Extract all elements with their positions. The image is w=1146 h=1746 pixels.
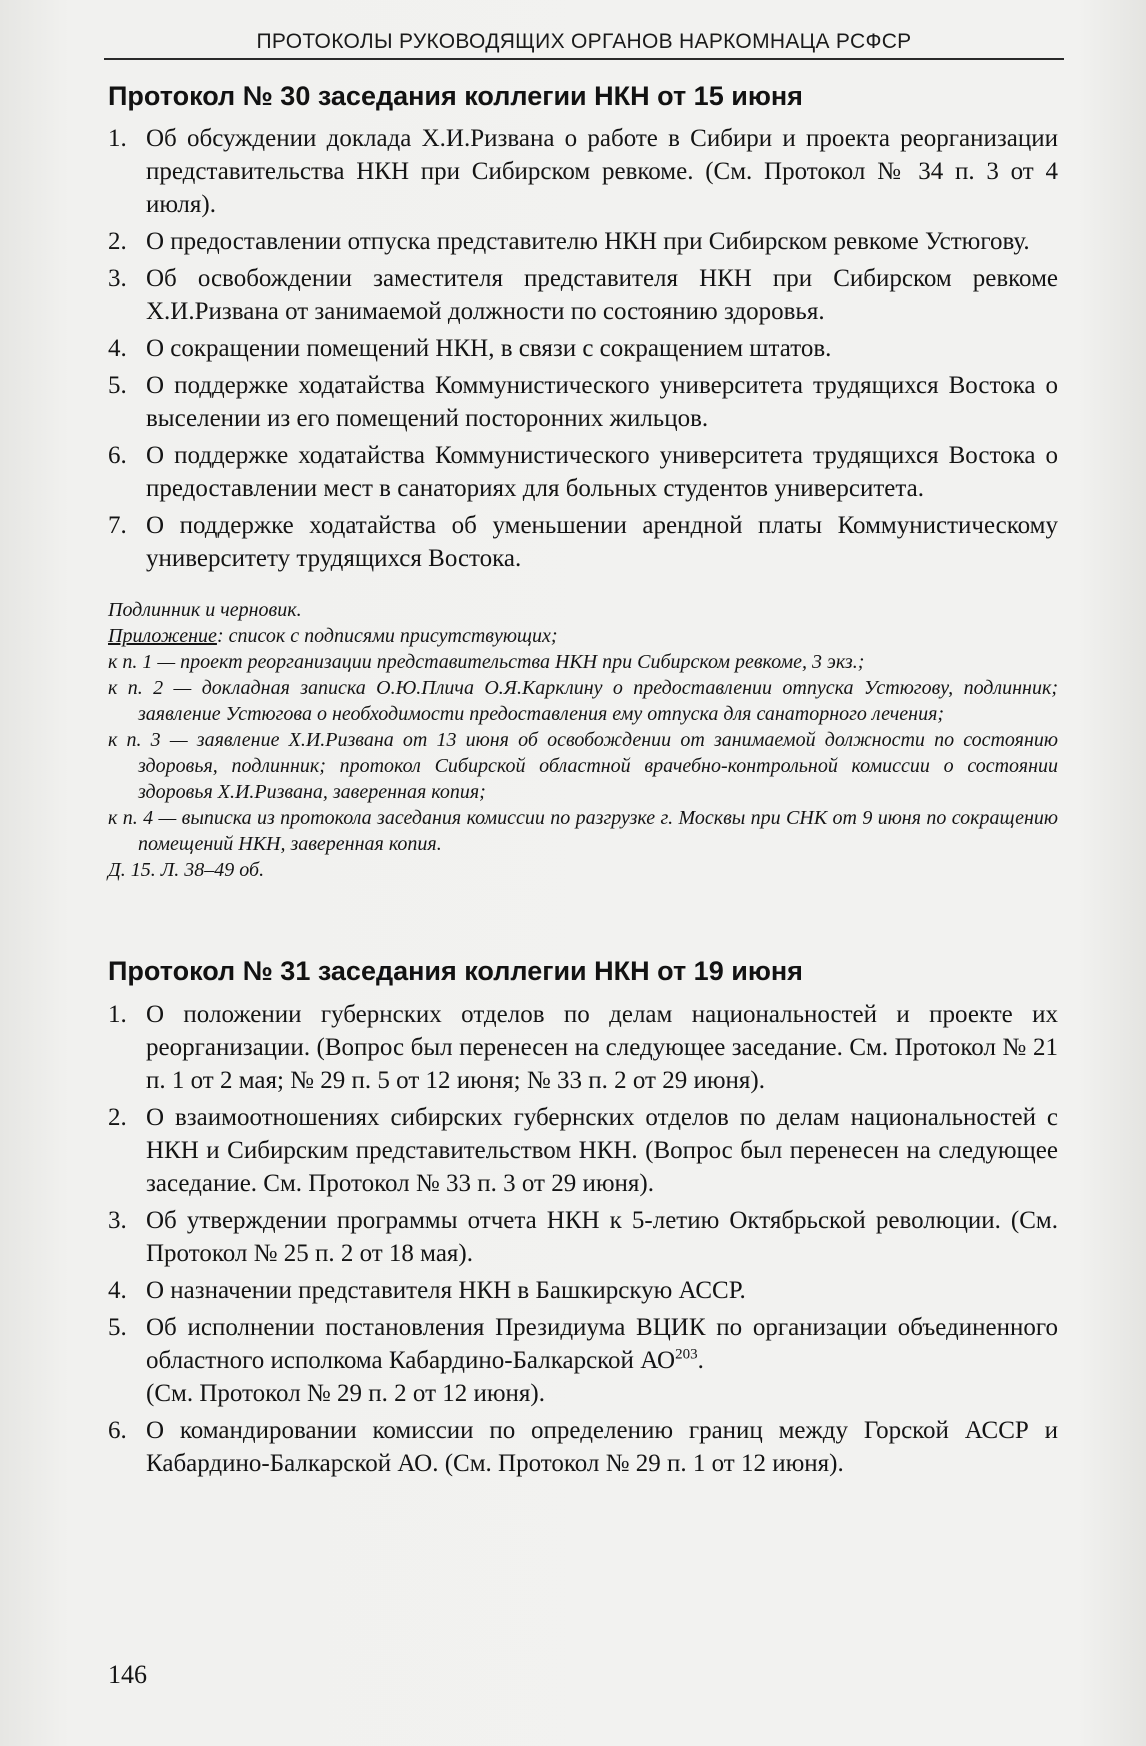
agenda-item: 1. Об обсуждении доклада Х.И.Ризвана о работе в Сибири и проекта реорганизации представительства НКН при Сибирском ревкоме. (См. Протокол № 34 п. 3 от 4 июля).	[108, 125, 1058, 219]
agenda-item: 2. О взаимоотношениях сибирских губернских отделов по делам национальностей с НКН и Сибирским представительством НКН. (Вопрос был перенесен на следующее заседание. См. Протокол № 33 п. 3 от 29 июня).	[108, 1103, 1058, 1197]
agenda-item: 3. Об освобождении заместителя представителя НКН при Сибирском ревкоме Х.И.Ризвана от занимаемой должности по состоянию здоровья.	[108, 265, 1058, 326]
footnote-marker: 203	[675, 1346, 698, 1363]
agenda-item: 6. О поддержке ходатайства Коммунистического университета трудящихся Востока о предоставлении мест в санаториях для больных студентов университета.	[108, 442, 1058, 503]
protocol-30-agenda	[108, 122, 1058, 575]
appendix-ref: к п. 3 — заявление Х.И.Ризвана от 13 июня об освобождении от занимаемой должности по состоянию здоровья, подлинник; протокол Сибирской областной врачебно-контрольной комиссии о состоянии здоровья Х.И.Ризвана, заверенная копия;	[108, 729, 1058, 804]
appendix-text: : список с подписями присутствующих;	[216, 625, 558, 648]
agenda-item: 3. Об утверждении программы отчета НКН к 5-летию Октябрьской революции. (См. Протокол № 25 п. 2 от 18 мая).	[108, 1206, 1058, 1267]
appendix-ref: к п. 2 — докладная записка О.Ю.Плича О.Я.Карклину о предоставлении отпуска Устюгову, подлинник; заявление Устюгова о необходимости предоставления ему отпуска для санаторного лечения;	[108, 677, 1058, 726]
header-rule	[104, 58, 1064, 60]
archive-reference: Д. 15. Л. 38–49 об.	[108, 859, 265, 882]
agenda-item: 1. О положении губернских отделов по делам национальностей и проекте их реорганизации. (Вопрос был перенесен на следующее заседание. См. Протокол № 21 п. 1 от 2 мая; № 29 п. 5 от 12 июня; № 33 п. 2 от 29 июня).	[108, 1000, 1058, 1094]
agenda-item: 7. О поддержке ходатайства об уменьшении арендной платы Коммунистическому университету трудящихся Востока.	[108, 512, 1058, 573]
agenda-item: 5. Об исполнении постановления Президиума ВЦИК по организации объединенного областного исполкома Кабардино-Балкарской АО$^{203}$.	[108, 1313, 1058, 1374]
agenda-item: 4. О сокращении помещений НКН, в связи с сокращением штатов.	[108, 335, 832, 363]
protocol-30-notes	[108, 597, 1058, 883]
page-number: 146	[108, 1660, 147, 1689]
source-note: Подлинник и черновик.	[108, 599, 302, 622]
appendix-note	[108, 623, 1058, 649]
protocol-30-title: Протокол № 30 заседания коллегии НКН от 15 июня	[108, 81, 803, 111]
agenda-item: 5. О поддержке ходатайства Коммунистического университета трудящихся Востока о выселении из его помещений посторонних жильцов.	[108, 372, 1058, 433]
appendix-ref: к п. 1 — проект реорганизации представительства НКН при Сибирском ревкоме, 3 экз.;	[108, 651, 865, 674]
protocol-31-title: Протокол № 31 заседания коллегии НКН от 19 июня	[108, 956, 803, 987]
appendix-label: Приложение	[108, 625, 217, 648]
agenda-item-continuation: (См. Протокол № 29 п. 2 от 12 июня).	[146, 1379, 545, 1407]
protocol-31-agenda	[108, 998, 1058, 1480]
agenda-item: 2. О предоставлении отпуска представителю НКН при Сибирском ревкоме Устюгову.	[108, 228, 1030, 256]
agenda-item: 4. О назначении представителя НКН в Башкирскую АССР.	[108, 1276, 746, 1304]
running-head: ПРОТОКОЛЫ РУКОВОДЯЩИХ ОРГАНОВ НАРКОМНАЦА РСФСР	[256, 30, 912, 53]
appendix-ref: к п. 4 — выписка из протокола заседания комиссии по разгрузке г. Москвы при СНК от 9 июня по сокращению помещений НКН, заверенная копия.	[108, 807, 1058, 856]
page-body	[108, 80, 1058, 1484]
agenda-item: 6. О командировании комиссии по определению границ между Горской АССР и Кабардино-Балкарской АО. (См. Протокол № 29 п. 1 от 12 июня).	[108, 1416, 1058, 1477]
